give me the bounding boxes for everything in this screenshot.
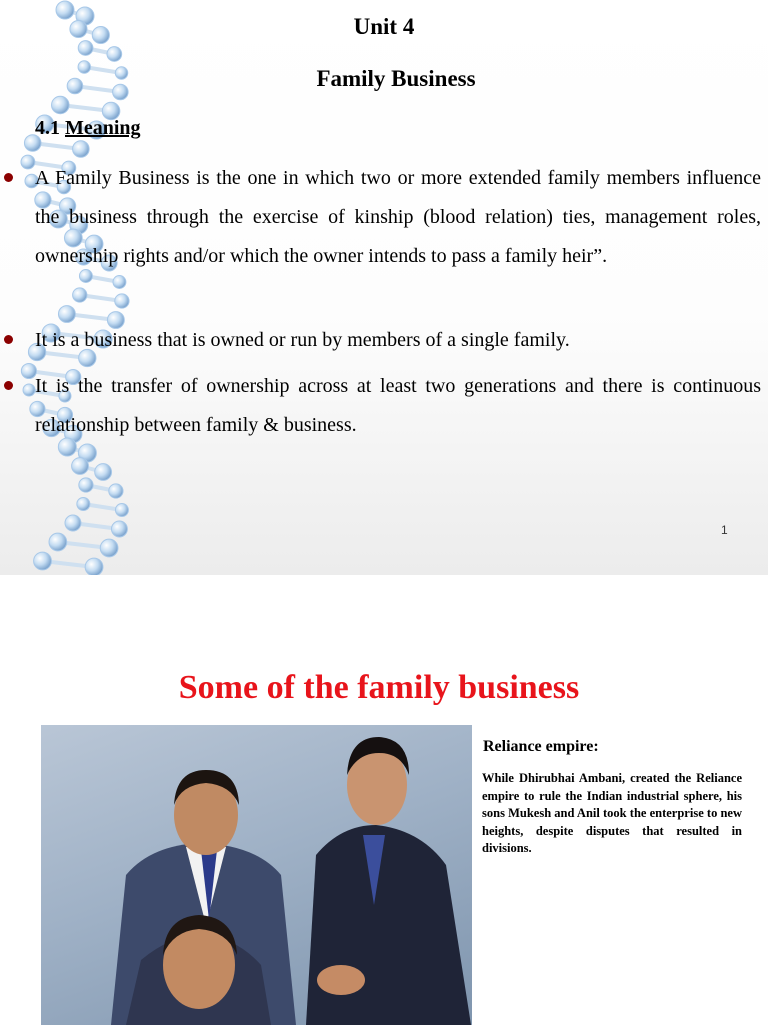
bullet-dot-icon (4, 381, 13, 390)
bullet-text: A Family Business is the one in which two or more extended family members influence the business through the exercise of kinship (blood relation) ties, management roles, ownership rights and/or which the owner intends to pass a family heir”. (35, 167, 761, 267)
subtitle: Reliance empire: (483, 738, 599, 755)
slide-title: Some of the family business (178, 669, 580, 706)
bullet-text: It is the transfer of ownership across at least two generations and there is continuous relationship between family & business. (35, 375, 761, 436)
family-portrait-photo (41, 725, 472, 1025)
bullet-item (35, 321, 761, 360)
portrait-illustration-icon (41, 725, 472, 1025)
bullet-dot-icon (4, 335, 13, 344)
section-label: Meaning (65, 117, 141, 139)
bullet-dot-icon (4, 173, 13, 182)
page-title: Family Business (316, 66, 476, 91)
unit-label: Unit 4 (353, 14, 415, 39)
description-paragraph: While Dhirubhai Ambani, created the Reliance empire to rule the Indian industrial sphere, his sons Mukesh and Anil took the enterprise to new heights, despite disputes that resulted in divisions. (482, 771, 742, 855)
bullet-item (35, 159, 761, 276)
section-heading (35, 117, 141, 140)
page-number: 1 (721, 523, 728, 537)
bullet-text: It is a business that is owned or run by members of a single family. (35, 329, 570, 351)
section-number: 4.1 (35, 117, 60, 139)
slide-2 (0, 575, 768, 1024)
bullet-item (35, 367, 761, 445)
